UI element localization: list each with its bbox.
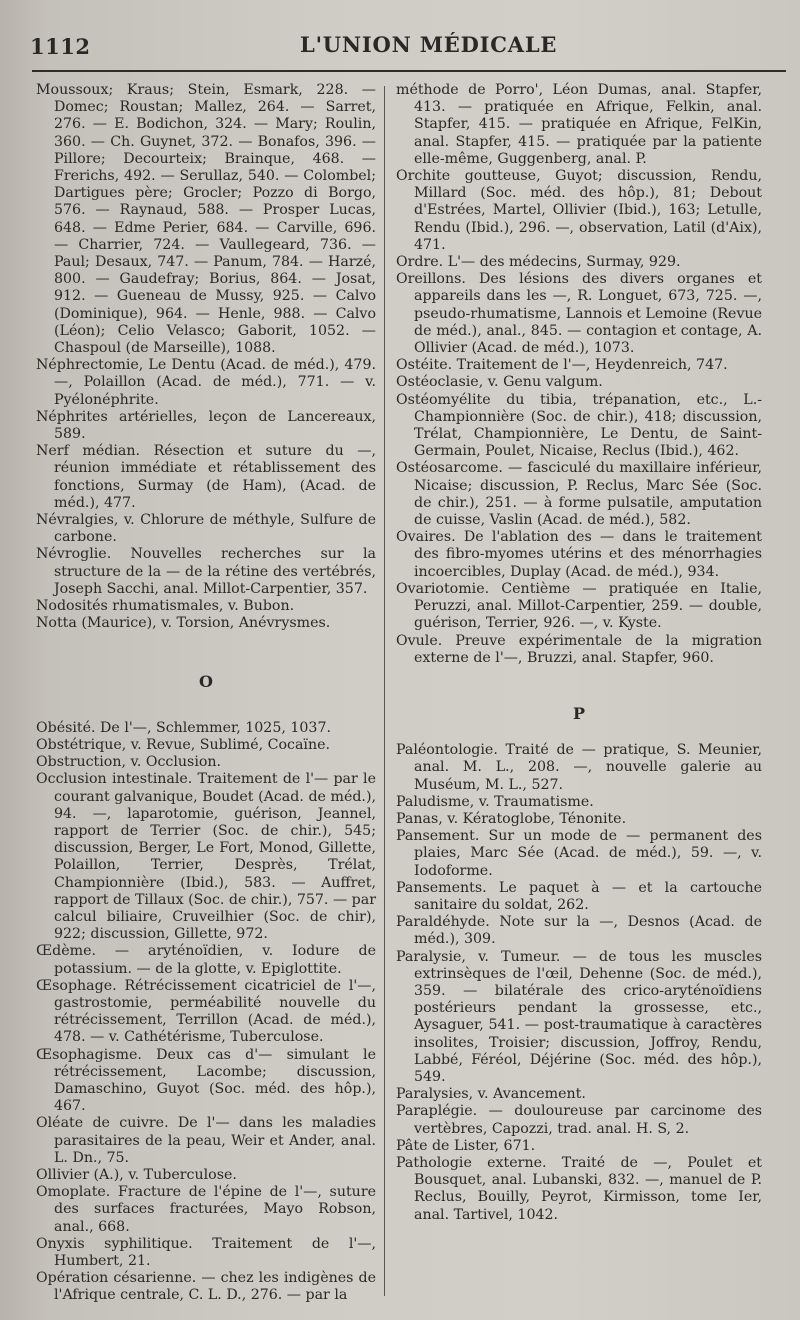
index-entry: Onyxis syphilitique. Traitement de l'—, Humbert, 21. <box>36 1235 376 1269</box>
index-entry: Névroglie. Nouvelles recherches sur la structure de la — de la rétine des vertébrés, Joseph Sacchi, anal. Millot-Carpentier, 357. <box>36 546 376 597</box>
index-entry: Moussoux; Kraus; Stein, Esmark, 228. — Domec; Roustan; Mallez, 264. — Sarret, 276. — E. Bodichon, 324. — Mary; Roulin, 360. — Ch. Guynet, 372. — Bonafos, 396. — Pillore; Decourteix; Brainque, 468. — Frerichs, 492. — Serullaz, 540. — Colombel; Dartigues père; Grocler; Pozzo di Borgo, 576. — Raynaud, 588. — Prosper Lucas, 648. — Edme Perier, 684. — Carville, 696. — Charrier, 724. — Vaullegeard, 736. — Paul; Desaux, 747. — Panum, 784. — Harzé, 800. — Gaudefray; Borius, 864. — Josat, 912. — Gueneau de Mussy, 925. — Calvo (Dominique), 964. — Henle, 988. — Calvo (Léon); Celio Velasco; Gaborit, 1052. — Chaspoul (de Marseille), 1088. <box>36 82 376 357</box>
index-entry: Pâte de Lister, 671. <box>396 1137 536 1154</box>
index-entry: Panas, v. Kératoglobe, Ténonite. <box>396 810 627 827</box>
index-entry: Pansement. Sur un mode de — permanent des plaies, Marc Sée (Acad. de méd.), 59. —, v. Iodoforme. <box>396 828 762 879</box>
index-entry: Omoplate. Fracture de l'épine de l'—, suture des surfaces fracturées, Mayo Robson, anal., 668. <box>36 1184 376 1235</box>
section-letter-p: P <box>572 703 586 723</box>
index-entry: Paralysie, v. Tumeur. — de tous les muscles extrinsèques de l'œil, Dehenne (Soc. de méd.), 359. — bilatérale des crico-aryténoïdiens postérieurs pendant la grossesse, etc., Aysaguer, 541. — post-traumatique à caractères insolites, Troisier; discussion, Joffroy, Rendu, Labbé, Féréol, Déjérine (Soc. méd. des hôp.), 549. <box>396 948 762 1085</box>
index-entry: Œdème. — aryténoïdien, v. Iodure de potassium. — de la glotte, v. Epiglottite. <box>36 943 376 977</box>
index-entry: Pansements. Le paquet à — et la cartouche sanitaire du soldat, 262. <box>396 879 762 913</box>
index-entry: Ostéite. Traitement de l'—, Heydenreich, 747. <box>396 357 728 374</box>
index-entry: Obésité. De l'—, Schlemmer, 1025, 1037. <box>36 719 331 736</box>
index-entry: Paraldéhyde. Note sur la —, Desnos (Acad. de méd.), 309. <box>396 914 762 948</box>
index-entry: Nerf médian. Résection et suture du —, réunion immédiate et rétablissement des fonctions, Surmay (de Ham), (Acad. de méd.), 477. <box>36 443 376 511</box>
index-entry: Ostéoclasie, v. Genu valgum. <box>396 374 603 391</box>
index-entry: Ostéomyélite du tibia, trépanation, etc., L.-Championnière (Soc. de chir.), 418; discussion, Trélat, Championnière, Le Dentu, de Saint-Germain, Poulet, Nicaise, Reclus (Ibid.), 462. <box>396 391 762 460</box>
index-entry: Obstruction, v. Occlusion. <box>36 754 222 771</box>
right-column <box>396 82 762 1224</box>
page-header <box>30 30 780 64</box>
index-entry: Oléate de cuivre. De l'— dans les maladies parasitaires de la peau, Weir et Ander, anal. L. Dn., 75. <box>36 1115 376 1166</box>
index-entry: méthode de Porro', Léon Dumas, anal. Stapfer, 413. — pratiquée en Afrique, Felkin, anal. Stapfer, 415. — pratiquée en Afrique, FelKin, anal. Stapfer, 415. — pratiquée par la patiente elle-même, Guggenberg, anal. P. <box>396 82 762 167</box>
index-entry: Ovule. Preuve expérimentale de la migration externe de l'—, Bruzzi, anal. Stapfer, 960. <box>396 632 762 666</box>
left-column <box>36 82 376 1305</box>
page-number: 1112 <box>30 34 91 59</box>
index-entry: Obstétrique, v. Revue, Sublimé, Cocaïne. <box>36 736 331 753</box>
index-entry: Ovariotomie. Centième — pratiquée en Italie, Peruzzi, anal. Millot-Carpentier, 259. — double, guérison, Terrier, 926. —, v. Kyste. <box>396 580 762 632</box>
index-entry: Occlusion intestinale. Traitement de l'— par le courant galvanique, Boudet (Acad. de méd.), 94. —, laparotomie, guérison, Jeannel, rapport de Terrier (Soc. de chir.), 545; discussion, Berger, Le Fort, Monod, Gillette, Polaillon, Terrier, Desprès, Trélat, Championnière (Ibid.), 583. — Auffret, rapport de Tillaux (Soc. de chir.), 757. — par calcul biliaire, Cruveilhier (Soc. de chir), 922; discussion, Gillette, 972. <box>36 771 376 943</box>
index-entry: Néphrectomie, Le Dentu (Acad. de méd.), 479. —, Polaillon (Acad. de méd.), 771. — v. Pyélonéphrite. <box>36 357 376 408</box>
index-entry: Paludisme, v. Traumatisme. <box>396 793 594 810</box>
index-entry: Ordre. L'— des médecins, Surmay, 929. <box>396 254 681 271</box>
section-letter-o: O <box>199 671 213 691</box>
header-rule <box>32 70 786 72</box>
index-entry: Paralysies, v. Avancement. <box>396 1086 586 1103</box>
index-entry: Œsophagisme. Deux cas d'— simulant le rétrécissement, Lacombe; discussion, Damaschino, Guyot (Soc. méd. des hôp.), 467. <box>36 1046 376 1115</box>
index-entry: Œsophage. Rétrécissement cicatriciel de l'—, gastrostomie, perméabilité nouvelle du rétrécissement, Terrillon (Acad. de méd.), 478. — v. Cathétérisme, Tuberculose. <box>36 977 376 1046</box>
running-title: L'UNION MÉDICALE <box>300 32 558 57</box>
index-entry: Orchite goutteuse, Guyot; discussion, Rendu, Millard (Soc. méd. des hôp.), 81; Debout d'Estrées, Martel, Ollivier (Ibid.), 163; Letulle, Rendu (Ibid.), 296. —, observation, Latil (d'Aix), 471. <box>396 168 762 253</box>
index-entry: Oreillons. Des lésions des divers organes et appareils dans les —, R. Longuet, 673, 725. —, pseudo-rhumatisme, Lannois et Lemoine (Revue de méd.), anal., 845. — contagion et contage, A. Ollivier (Acad. de méd.), 1073. <box>396 271 762 357</box>
column-divider <box>384 86 385 1296</box>
index-entry: Ostéosarcome. — fasciculé du maxillaire inférieur, Nicaise; discussion, P. Reclus, Marc Sée (Soc. de chir.), 251. — à forme pulsatile, amputation de cuisse, Vaslin (Acad. de méd.), 582. <box>396 460 762 529</box>
index-entry: Névralgies, v. Chlorure de méthyle, Sulfure de carbone. <box>36 512 376 546</box>
index-entry: Paléontologie. Traité de — pratique, S. Meunier, anal. M. L., 208. —, nouvelle galerie au Muséum, M. L., 527. <box>396 742 762 793</box>
index-entry: Notta (Maurice), v. Torsion, Anévrysmes. <box>36 615 331 632</box>
index-entry: Paraplégie. — douloureuse par carcinome des vertèbres, Capozzi, trad. anal. H. S, 2. <box>396 1103 762 1137</box>
index-entry: Ovaires. De l'ablation des — dans le traitement des fibro-myomes utérins et des ménorrhagies incoercibles, Duplay (Acad. de méd.), 934. <box>396 529 762 580</box>
index-entry: Nodosités rhumatismales, v. Bubon. <box>36 598 295 615</box>
index-entry: Opération césarienne. — chez les indigènes de l'Afrique centrale, C. L. D., 276. — par la <box>36 1270 376 1304</box>
index-entry: Ollivier (A.), v. Tuberculose. <box>36 1166 237 1183</box>
index-entry: Néphrites artérielles, leçon de Lancereaux, 589. <box>36 408 376 443</box>
index-entry: Pathologie externe. Traité de —, Poulet et Bousquet, anal. Lubanski, 832. —, manuel de P. Reclus, Bouilly, Peyrot, Kirmisson, tome Ier, anal. Tartivel, 1042. <box>396 1154 762 1223</box>
